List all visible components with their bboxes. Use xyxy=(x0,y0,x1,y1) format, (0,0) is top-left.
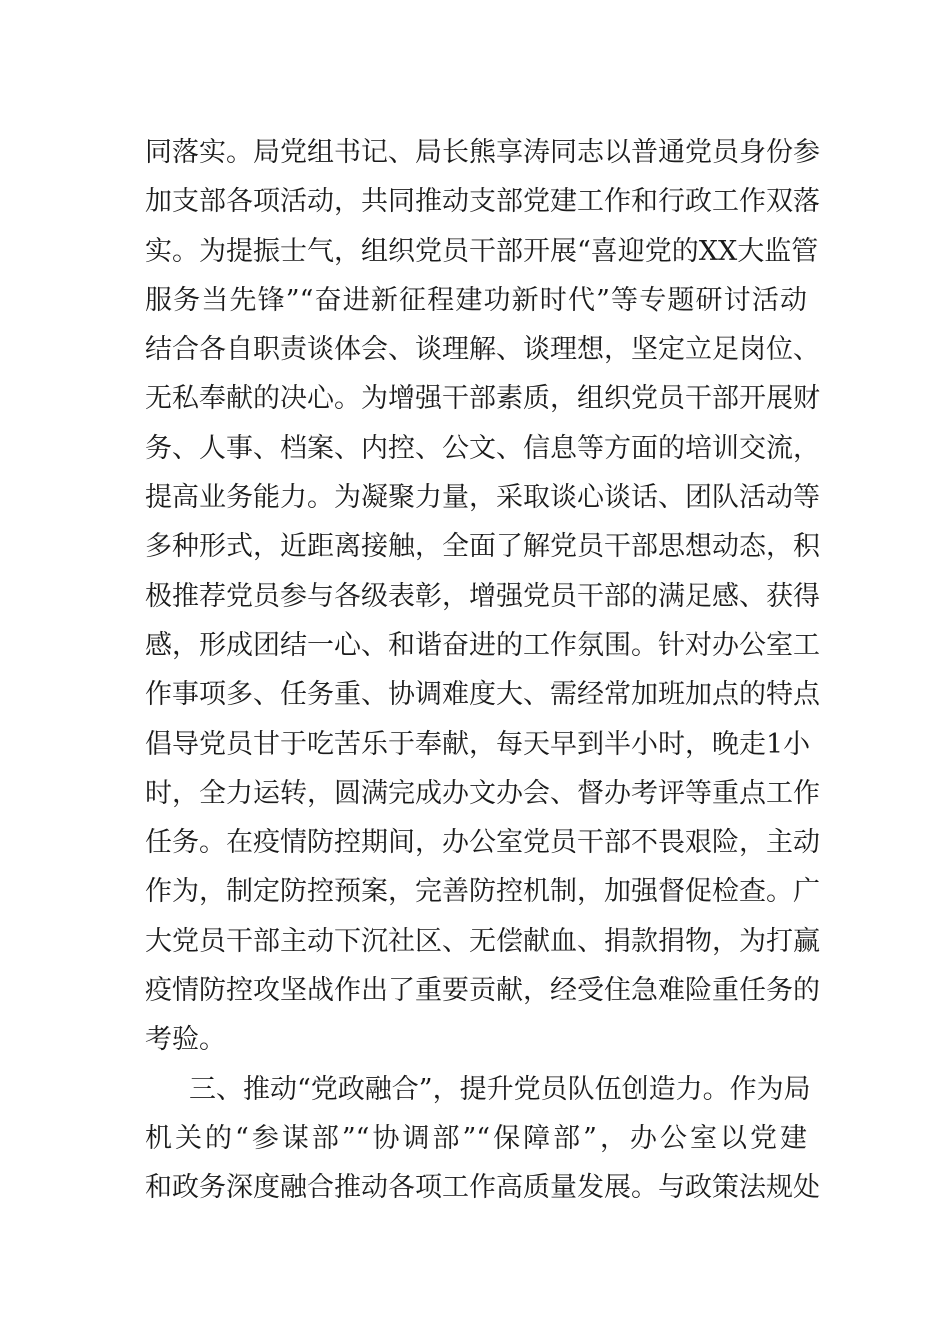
text-line: 和政务深度融合推动各项工作高质量发展。与政策法规处 xyxy=(145,1172,820,1204)
text-line: 同落实。局党组书记、局长熊享涛同志以普通党员身份参 xyxy=(145,137,820,168)
text-line: 疫情防控攻坚战作出了重要贡献，经受住急难险重任务的 xyxy=(145,975,820,1007)
text-line: 大党员干部主动下沉社区、无偿献血、捐款捐物，为打赢 xyxy=(145,925,820,957)
text-line: 务、人事、档案、内控、公文、信息等方面的培训交流， xyxy=(145,432,820,464)
text-line: 结合各自职责谈体会、谈理解、谈理想，坚定立足岗位、 xyxy=(145,334,820,366)
text-line: 无私奉献的决心。为增强干部素质，组织党员干部开展财 xyxy=(145,383,820,415)
text-line: 时，全力运转，圆满完成办文办会、督办考评等重点工作 xyxy=(145,777,820,809)
text-line: 倡导党员甘于吃苦乐于奉献，每天早到半小时，晚走1小 xyxy=(145,728,811,760)
section-heading-line: 三、推动“党政融合”，提升党员队伍创造力。作为局 xyxy=(189,1073,811,1105)
text-line: 感，形成团结一心、和谐奋进的工作氛围。针对办公室工 xyxy=(145,629,820,661)
text-line: 提高业务能力。为凝聚力量，采取谈心谈话、团队活动等 xyxy=(145,482,820,514)
text-line: 作事项多、任务重、协调难度大、需经常加班加点的特点 xyxy=(145,679,820,711)
text-line: 任务。在疫情防控期间，办公室党员干部不畏艰险，主动 xyxy=(145,827,820,859)
text-line: 加支部各项活动，共同推动支部党建工作和行政工作双落 xyxy=(145,186,820,218)
body-text xyxy=(145,128,820,1213)
text-line: 作为，制定防控预案，完善防控机制，加强督促检查。广 xyxy=(145,876,820,908)
text-line: 机关的“参谋部”“协调部”“保障部”，办公室以党建 xyxy=(145,1122,807,1154)
text-line: 服务当先锋”“奋进新征程建功新时代”等专题研讨活动 xyxy=(145,284,807,316)
text-line: 实。为提振士气，组织党员干部开展“喜迎党的XX大监管 xyxy=(145,235,819,267)
text-line: 多种形式，近距离接触，全面了解党员干部思想动态，积 xyxy=(145,531,820,563)
text-line: 考验。 xyxy=(145,1024,226,1056)
text-line: 极推荐党员参与各级表彰，增强党员干部的满足感、获得 xyxy=(145,580,820,612)
